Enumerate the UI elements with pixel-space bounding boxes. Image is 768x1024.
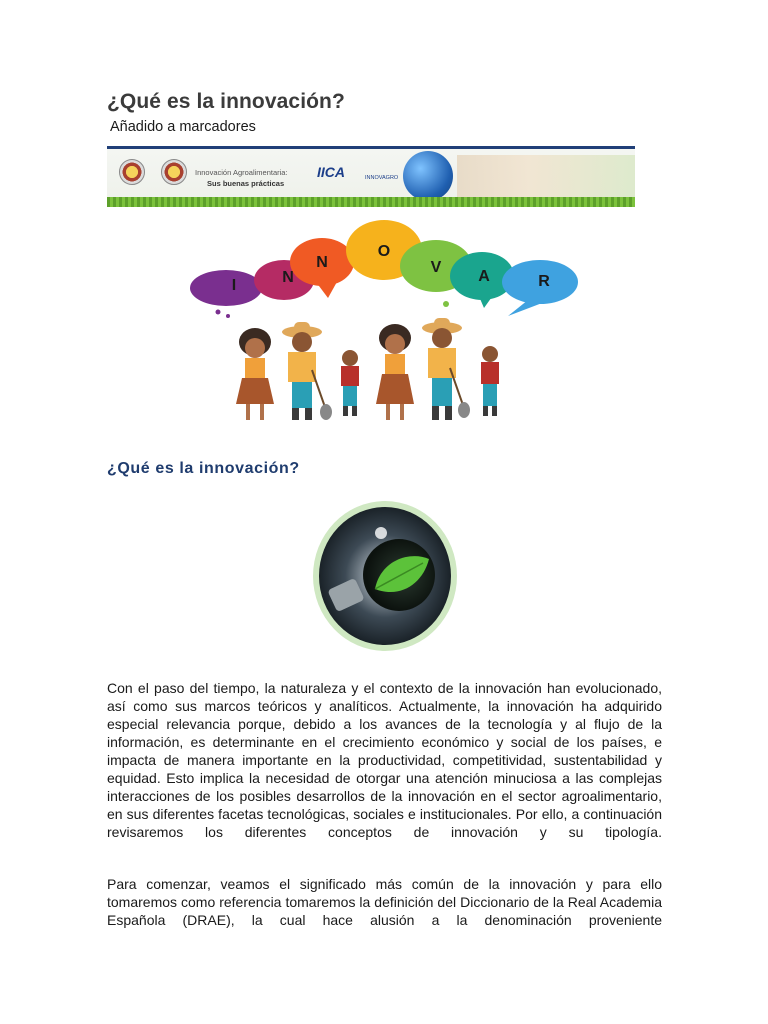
innovar-illustration bbox=[188, 220, 580, 430]
farm-scene-image bbox=[457, 155, 635, 197]
woman-figure-1 bbox=[236, 328, 274, 420]
lightbulb-leaf-image bbox=[311, 499, 459, 653]
letter-6: A bbox=[478, 268, 490, 285]
university-seal-icon bbox=[119, 159, 145, 185]
letter-1: I bbox=[231, 277, 237, 294]
letter-2: N bbox=[282, 269, 294, 286]
header-banner bbox=[107, 146, 635, 207]
banner-caption bbox=[195, 167, 288, 190]
globe-icon bbox=[403, 151, 453, 201]
body-paragraph-2: Para comenzar, veamos el significado más común de la innovación y para ello tomaremos como referencia tomaremos la definición del Diccionario de la Real Academia Española (DRAE), la cual hace alusión a la denominación proveniente bbox=[107, 876, 662, 928]
farmer-figure-2 bbox=[422, 318, 470, 420]
letter-5: V bbox=[430, 259, 442, 276]
bookmark-status[interactable]: Añadido a marcadores bbox=[110, 119, 256, 135]
child-figure-2 bbox=[481, 346, 499, 416]
banner-caption-line1: Innovación Agroalimentaria: bbox=[195, 168, 288, 177]
grass-strip bbox=[107, 197, 635, 207]
bubble-i bbox=[190, 270, 262, 306]
innovagro-logo: INNOVAGRO bbox=[365, 175, 399, 181]
page-title: ¿Qué es la innovación? bbox=[107, 90, 345, 113]
letter-4: O bbox=[377, 243, 391, 260]
body-paragraph-1: Con el paso del tiempo, la naturaleza y el contexto de la innovación han evolucionado, así como sus marcos teóricos y analíticos. Actualmente, la innovación ha adquirido especial relevancia porque, debido a los avances de la tecnología y al flujo de la información, es determinante en el crecimiento económico y social de los países, e impacta de manera importante en la productividad, competitividad, sustentabilidad y equidad. Esto implica la necesidad de otorgar una atención minuciosa a las complejas interacciones de los posibles desarrollos de la innovación en el sector agroalimentario, en sus diferentes facetas tecnológicas, sociales e institucionales. Por ello, a continuación revisaremos los diferentes conceptos de innovación y su tipología. bbox=[107, 680, 662, 840]
banner-caption-line2: Sus buenas prácticas bbox=[207, 179, 285, 189]
iica-logo: IICA bbox=[317, 164, 345, 180]
section-heading: ¿Qué es la innovación? bbox=[107, 460, 300, 477]
letter-3: N bbox=[316, 254, 328, 271]
letter-7: R bbox=[538, 273, 550, 290]
secretariat-seal-icon bbox=[161, 159, 187, 185]
woman-figure-2 bbox=[376, 324, 414, 420]
farmer-figure-1 bbox=[282, 322, 332, 420]
speech-bubbles bbox=[190, 220, 578, 318]
child-figure-1 bbox=[341, 350, 359, 416]
